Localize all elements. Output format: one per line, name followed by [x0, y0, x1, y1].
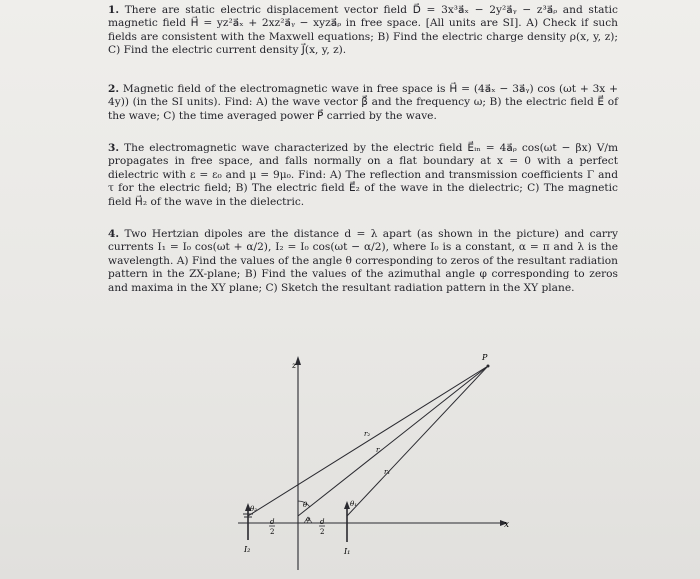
problem-4-text: 4. Two Hertzian dipoles are the distance d = λ apart (as shown in the picture) and carry currents I₁ = I₀ cos(ωt + α/2), I₂ = I₀ cos(ωt − α/2), where I₀ is a constant, α = π and λ is the wavelength. A) Find the values of the angle θ corresponding to zeros of the resultant radiation pattern in the ZX-plane; B) Find the values of the azimuthal angle φ corresponding to zeros and maxima in the XY plane; C) Sketch the resultant radiation pattern in the XY plane. [108, 228, 618, 294]
theta-label: θ [303, 501, 308, 509]
d-half-right-num: d [320, 518, 325, 526]
phi-label: φ [306, 516, 311, 523]
problem-2-number: 2. [108, 83, 120, 95]
d-half-right-den: 2 [320, 528, 325, 536]
problem-1 [108, 4, 618, 58]
problem-2-text: 2. Magnetic field of the electromagnetic wave in free space is H⃗ = (4a⃗ₓ − 3a⃗ᵧ) cos (ωt + 3x + 4y)) (in the SI units). Find: A) the wave vector β⃗ and the frequency ω; B) the electric field E⃗ of the wave; C) the time averaged power P⃗ carried by the wave. [108, 83, 618, 122]
i1-label: I₁ [344, 547, 351, 556]
point-p-label: P [482, 353, 488, 362]
problem-4-number: 4. [108, 228, 120, 240]
problem-3 [108, 142, 618, 209]
r2-label: r₂ [364, 430, 371, 438]
d-half-left-num: d [270, 518, 275, 526]
theta2-label: θ₂ [250, 505, 258, 513]
z-axis-label: z [292, 361, 297, 370]
r1-label: r₁ [384, 468, 391, 476]
i2-label: I₂ [244, 545, 251, 554]
problem-1-number: 1. [108, 4, 120, 16]
problem-3-text: 3. The electromagnetic wave characterized by the electric field E⃗ᵢₙ = 4a⃗ᵨ cos(ωt − βx) V/m propagates in free space, and falls normally on a flat boundary at x = 0 with a perfect dielectric with ε = ε₀ and μ = 9μ₀. Find: A) The reflection and transmission coefficients Γ and τ for the electric field; B) The electric field E⃗₂ of the wave in the dielectric; C) The magnetic field H⃗₂ of the wave in the dielectric. [108, 142, 618, 208]
problem-2 [108, 83, 618, 123]
problem-1-text: 1. There are static electric displacement vector field D⃗ = 3x³a⃗ₓ − 2y²a⃗ᵧ − z³a⃗ᵨ and static magnetic field H⃗ = yz²a⃗ₓ + 2xz²a⃗ᵧ − xyza⃗ᵨ in free space. [All units are SI]. A) Check if such fields are consistent with the Maxwell equations; B) Find the electric charge density ρ(x, y, z); C) Find the electric current density J⃗(x, y, z). [108, 4, 618, 57]
point-p [487, 365, 490, 368]
theta1-label: θ₁ [350, 500, 358, 508]
dipole-diagram [200, 340, 540, 579]
r-label: r [376, 446, 380, 454]
ray-r [298, 366, 488, 516]
problem-3-number: 3. [108, 142, 120, 154]
x-axis-label: x [504, 520, 510, 530]
d-half-left-den: 2 [270, 528, 275, 536]
problem-4 [108, 228, 618, 295]
